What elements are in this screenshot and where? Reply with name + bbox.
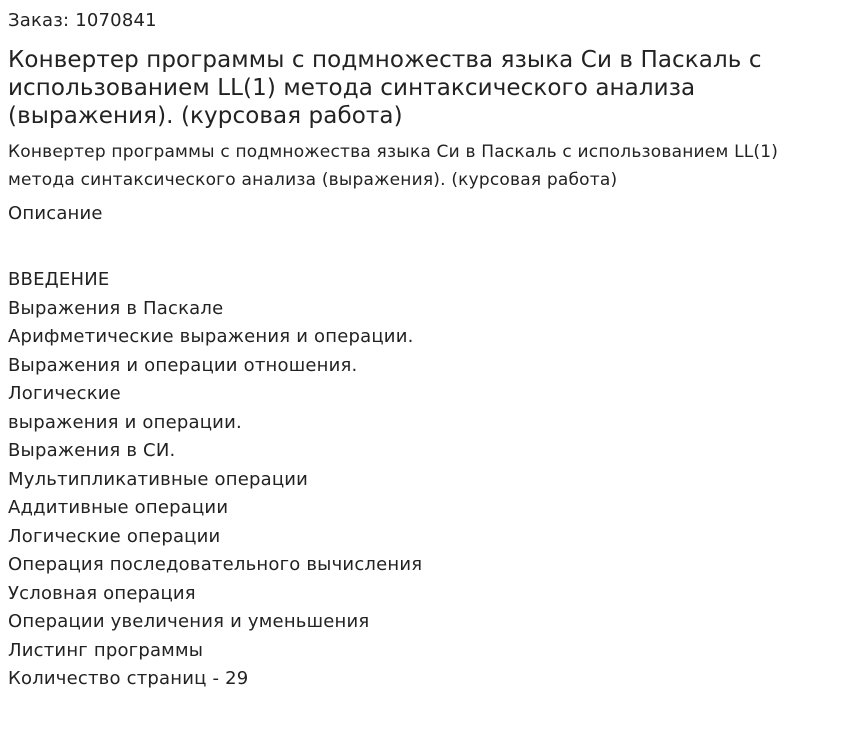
contents-item: Логические операции: [8, 525, 221, 547]
contents-item: Выражения в СИ.: [8, 440, 176, 461]
contents-item: Операция последовательного вычисления: [8, 554, 423, 575]
contents-item: Операции увеличения и уменьшения: [8, 611, 370, 632]
contents-item: Арифметические выражения и операции.: [8, 326, 414, 347]
contents-item: Листинг программы: [8, 639, 204, 661]
contents-item: Условная операция: [8, 582, 196, 604]
page-count: Количество страниц - 29: [8, 668, 249, 689]
contents-item-introduction: ВВЕДЕНИЕ: [8, 269, 110, 290]
contents-item: Аддитивные операции: [8, 497, 229, 518]
description-heading: Описание: [8, 203, 103, 224]
contents-list: [8, 266, 839, 694]
contents-item: Мультипликативные операции: [8, 468, 309, 490]
contents-item: выражения и операции.: [8, 411, 242, 433]
contents-item: Выражения и операции отношения.: [8, 354, 358, 376]
contents-item: Выражения в Паскале: [8, 297, 224, 319]
document-subtitle: Конвертер программы с подмножества языка Си в Паскаль с использованием LL(1) метода синтаксического анализа (выражения). (курсовая работа): [8, 142, 779, 190]
contents-item: Логические: [8, 383, 121, 404]
document-title: Конвертер программы с подмножества языка Си в Паскаль с использованием LL(1) метода синтаксического анализа (выражения). (курсовая работа): [8, 47, 762, 129]
order-number: Заказ: 1070841: [8, 10, 157, 31]
